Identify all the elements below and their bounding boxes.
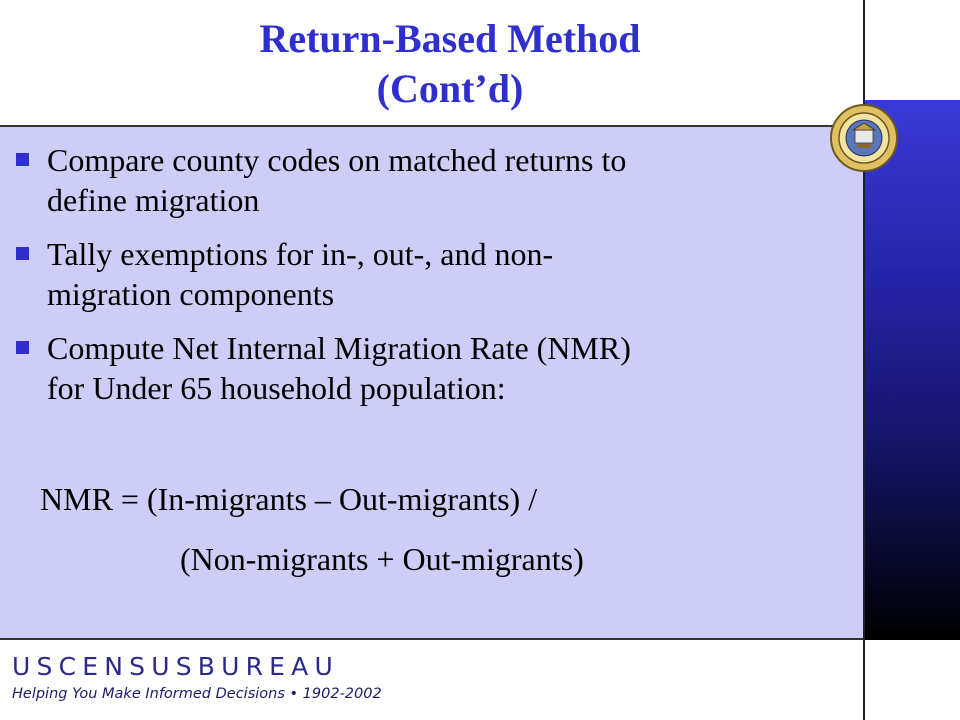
title-line-2: (Cont’d) <box>376 66 524 111</box>
bullet-line: Tally exemptions for in-, out-, and non- <box>47 236 554 272</box>
bullet-line: Compute Net Internal Migration Rate (NMR) <box>47 330 631 366</box>
bullet-line: Compare county codes on matched returns to <box>47 142 627 178</box>
square-bullet-icon <box>16 247 29 260</box>
square-bullet-icon <box>16 341 29 354</box>
slide-title <box>0 14 900 114</box>
footer-tagline: Helping You Make Informed Decisions • 1902-2002 <box>12 686 382 702</box>
formula-line-1: NMR = (In-migrants – Out-migrants) / <box>40 481 538 517</box>
formula-line-2: (Non-migrants + Out-migrants) <box>180 541 584 577</box>
square-bullet-icon <box>16 153 29 166</box>
side-gradient-band <box>864 100 960 640</box>
footer-brand: USCENSUSBUREAU <box>12 652 339 681</box>
title-line-1: Return-Based Method <box>259 16 641 61</box>
bullet-item <box>14 328 854 408</box>
bullet-line: define migration <box>47 182 260 218</box>
bullet-line: for Under 65 household population: <box>47 370 506 406</box>
bullet-item <box>14 234 854 314</box>
bullet-line: migration components <box>47 276 335 312</box>
bullet-item <box>14 140 854 220</box>
bullet-list <box>14 140 854 422</box>
